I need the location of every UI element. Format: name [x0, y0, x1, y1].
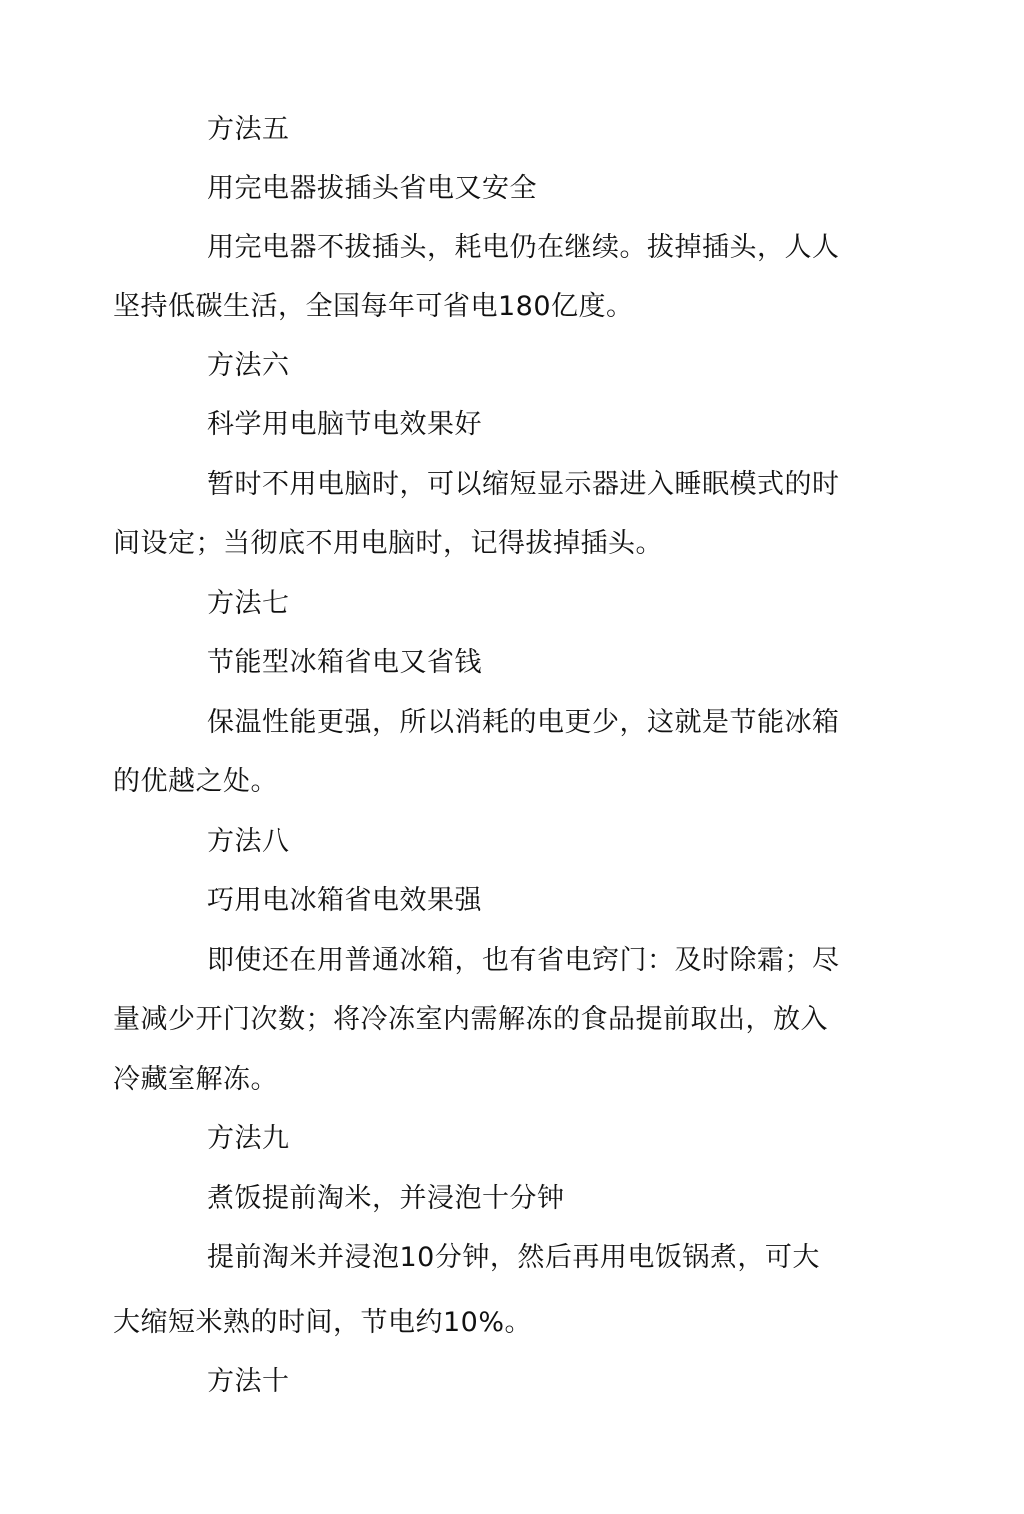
paragraph-method-8-line-3: 冷藏室解冻。 — [113, 1064, 278, 1095]
paragraph-method-9-line-2: 大缩短米熟的时间，节电约10%。 — [113, 1307, 533, 1338]
heading-method-7: 方法七 — [207, 588, 290, 619]
paragraph-method-5-line-2: 坚持低碳生活，全国每年可省电180亿度。 — [113, 291, 634, 322]
heading-method-8: 方法八 — [207, 826, 290, 857]
subheading-method-8: 巧用电冰箱省电效果强 — [207, 885, 482, 916]
subheading-method-7: 节能型冰箱省电又省钱 — [207, 647, 482, 678]
paragraph-method-6-line-2: 间设定；当彻底不用电脑时，记得拔掉插头。 — [113, 528, 663, 559]
paragraph-method-6-line-1: 暂时不用电脑时，可以缩短显示器进入睡眠模式的时 — [207, 469, 840, 500]
subheading-method-9: 煮饭提前淘米，并浸泡十分钟 — [207, 1183, 565, 1214]
heading-method-9: 方法九 — [207, 1123, 290, 1154]
heading-method-5: 方法五 — [207, 114, 290, 145]
subheading-method-5: 用完电器拔插头省电又安全 — [207, 173, 537, 204]
paragraph-method-7-line-1: 保温性能更强，所以消耗的电更少，这就是节能冰箱 — [207, 707, 840, 738]
subheading-method-6: 科学用电脑节电效果好 — [207, 409, 482, 440]
paragraph-method-8-line-2: 量减少开门次数；将冷冻室内需解冻的食品提前取出，放入 — [113, 1004, 828, 1035]
heading-method-10: 方法十 — [207, 1366, 290, 1397]
paragraph-method-8-line-1: 即使还在用普通冰箱，也有省电窍门：及时除霜；尽 — [207, 945, 840, 976]
paragraph-method-7-line-2: 的优越之处。 — [113, 766, 278, 797]
paragraph-method-9-line-1: 提前淘米并浸泡10分钟，然后再用电饭锅煮，可大 — [207, 1242, 820, 1273]
heading-method-6: 方法六 — [207, 350, 290, 381]
paragraph-method-5-line-1: 用完电器不拔插头，耗电仍在继续。拔掉插头，人人 — [207, 232, 840, 263]
